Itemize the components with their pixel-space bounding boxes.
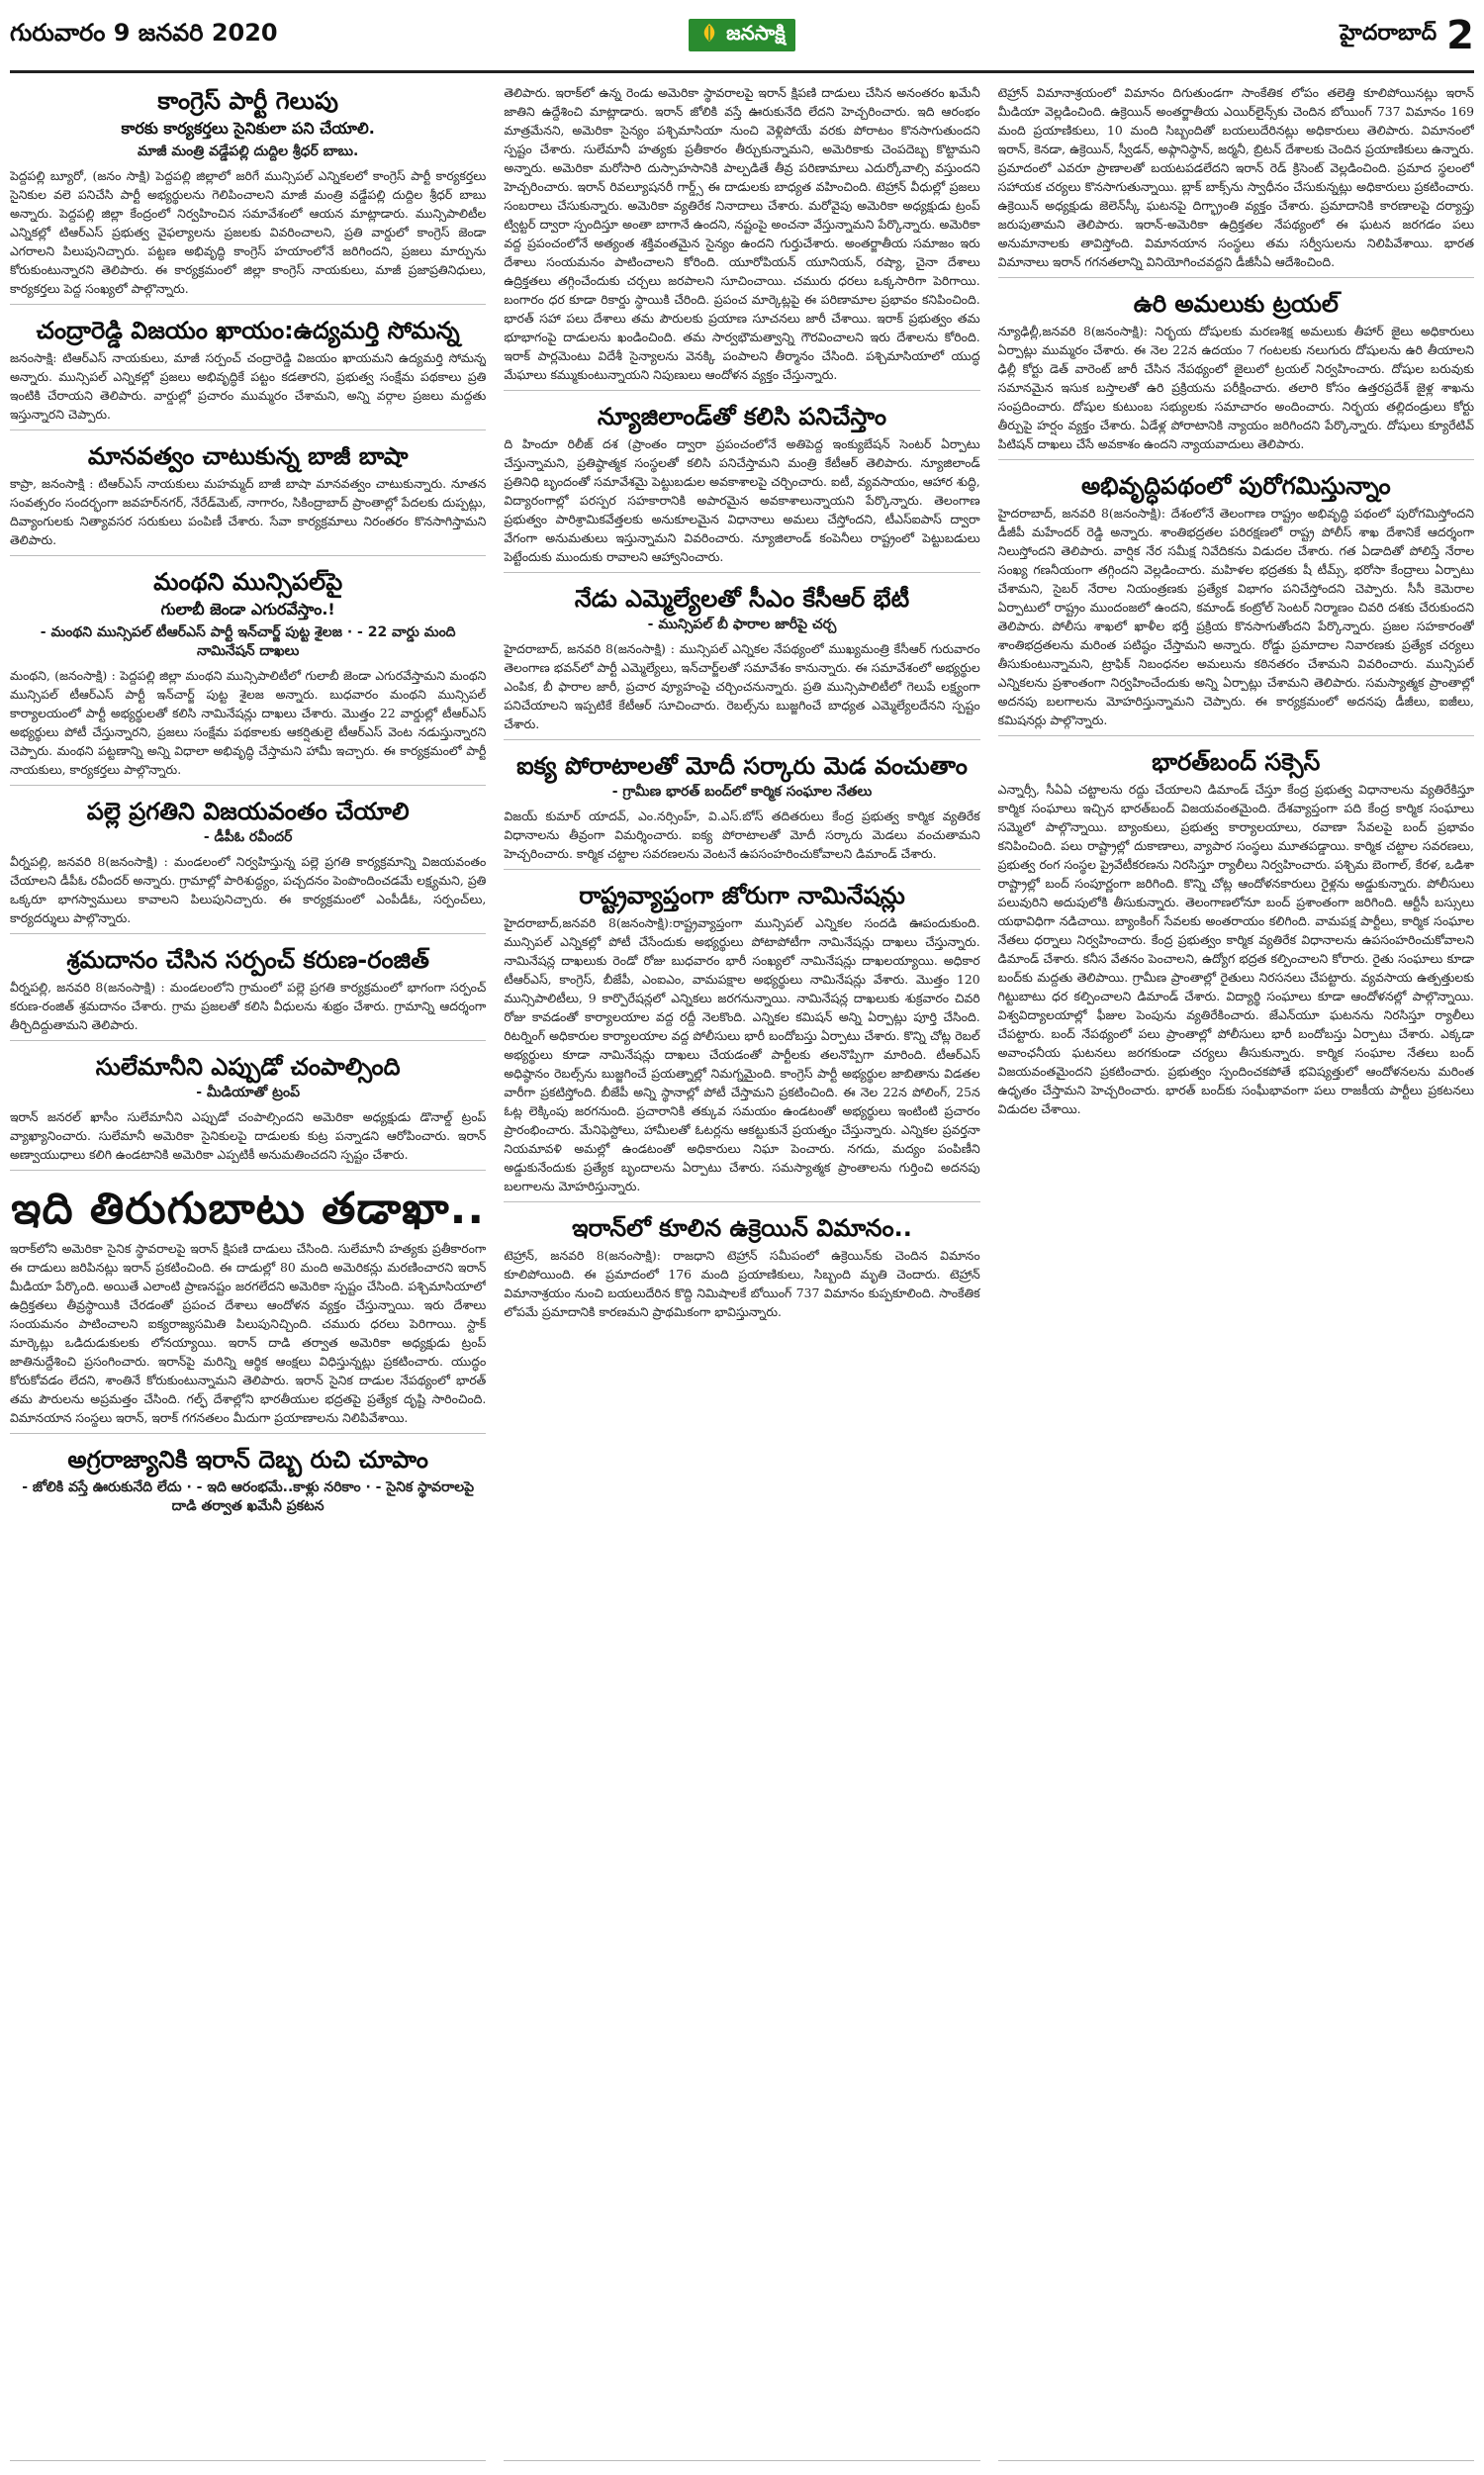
masthead: [10, 0, 1474, 73]
article-byline: మాజీ మంత్రి వడ్డేపల్లి దుద్దిల శ్రీధర్‌ బాబు.: [137, 143, 359, 159]
article-body: ఎన్నార్సీ, సీఏఏ చట్టాలను రద్దు చేయాలని డిమాండ్‌ చేస్తూ కేంద్ర ప్రభుత్వ విధానాలను వ్యతిరేకిస్తూ కార్మిక సంఘాలు ఇచ్చిన భారత్‌బంద్‌ విజయవంతమైంది. దేశవ్యాప్తంగా పది కేంద్ర కార్మిక సంఘాలు సమ్మెలో పాల్గొన్నాయి. బ్యాంకులు, ప్రభుత్వ కార్యాలయాలు, రవాణా సేవలపై బంద్‌ ప్రభావం కనిపించింది. పలు రాష్ట్రాల్లో దుకాణాలు, వ్యాపార సంస్థలు మూతపడ్డాయి. కార్మిక చట్టాల సవరణలు, ప్రభుత్వ రంగ సంస్థల ప్రైవేటీకరణను నిరసిస్తూ ర్యాలీలు నిర్వహించారు. పశ్చిమ బెంగాల్‌, కేరళ, ఒడిశా రాష్ట్రాల్లో బంద్‌ సంపూర్ణంగా జరిగింది. కొన్ని చోట్ల ఆందోళనకారులు రైళ్లను అడ్డుకున్నారు. పోలీసులు పలువురిని అదుపులోకి తీసుకున్నారు. తెలంగాణలోనూ బంద్‌ ప్రశాంతంగా జరిగింది. ఆర్టీసీ బస్సులు యథావిధిగా నడిచాయి. బ్యాంకింగ్‌ సేవలకు అంతరాయం కలిగింది. వామపక్ష పార్టీలు, కార్మిక సంఘాల నేతలు ధర్నాలు నిర్వహించారు. కేంద్ర ప్రభుత్వం కార్మిక వ్యతిరేక విధానాలను ఉపసంహరించుకోవాలని డిమాండ్‌ చేశారు. కనీస వేతనం పెంచాలని, ఉద్యోగ భద్రత కల్పించాలని కోరారు. రైతు సంఘాలు కూడా బంద్‌కు మద్దతు తెలిపాయి. గ్రామీణ ప్రాంతాల్లో రైతులు నిరసనలు చేపట్టారు. వ్యవసాయ ఉత్పత్తులకు గిట్టుబాటు ధర కల్పించాలని డిమాండ్‌ చేశారు. విద్యార్థి సంఘాలు కూడా ఆందోళనల్లో పాల్గొన్నాయి. విశ్వవిద్యాలయాల్లో ఫీజుల పెంపును వ్యతిరేకించారు. జేఎన్‌యూ ఘటనను నిరసిస్తూ ర్యాలీలు చేపట్టారు. బంద్‌ నేపథ్యంలో పలు ప్రాంతాల్లో పోలీసులు భారీ బందోబస్తు ఏర్పాటు చేశారు. ఎక్కడా అవాంఛనీయ ఘటనలు జరగకుండా చర్యలు తీసుకున్నారు. కార్మిక సంఘాల నేతలు బంద్‌ విజయవంతమైందని ప్రకటించారు. ప్రభుత్వం స్పందించకపోతే భవిష్యత్తులో ఆందోళనలను మరింత ఉధృతం చేస్తామని హెచ్చరించారు. భారత్‌ బంద్‌కు సంఘీభావంగా పలు రాజకీయ పార్టీలు ప్రకటనలు విడుదల చేశాయి.: [997, 782, 1474, 1116]
article-subhead: కారకు కార్యకర్తలు సైనికులా పని చేయాలి.: [121, 119, 375, 138]
article-body: టెహ్రాన్‌, జనవరి 8(జనంసాక్షి): రాజధాని టెహ్రాన్‌ సమీపంలో ఉక్రెయిన్‌కు చెందిన విమానం కూలిపోయింది. ఈ ప్రమాదంలో 176 మంది ప్రయాణికులు, సిబ్బంది మృతి చెందారు. టెహ్రాన్‌ విమానాశ్రయం నుంచి బయలుదేరిన కొద్ది నిమిషాలకే బోయింగ్‌ 737 విమానం కుప్పకూలింది. సాంకేతిక లోపమే ప్రమాదానికి కారణమని ప్రాథమికంగా భావిస్తున్నారు.: [504, 1248, 980, 1319]
issue-date: గురువారం 9 జనవరి 2020: [10, 18, 278, 47]
article-headline: ఐక్య పోరాటాలతో మోదీ సర్కారు మెడ వంచుతాం: [516, 752, 968, 780]
news-article: [10, 1442, 486, 2461]
masthead-right: [1059, 12, 1474, 58]
news-article: [10, 313, 486, 430]
article-body: తెలిపారు. ఇరాక్‌లో ఉన్న రెండు అమెరికా స్థావరాలపై ఇరాన్‌ క్షిపణి దాడులు చేసిన అనంతరం ఖమేనీ జాతిని ఉద్దేశించి మాట్లాడారు. ఇరాన్‌ జోలికి వస్తే ఊరుకునేది లేదని హెచ్చరించారు. ఇది ఆరంభం మాత్రమేనని, అమెరికా సైన్యం పశ్చిమాసియా నుంచి వెళ్లిపోయే వరకు పోరాటం కొనసాగుతుందని స్పష్టం చేశారు. సులేమానీ హత్యకు ప్రతీకారం తీర్చుకున్నామని, అమెరికాకు చెంపదెబ్బ కొట్టామని అన్నారు. అమెరికా మరోసారి దుస్సాహసానికి పాల్పడితే తీవ్ర పరిణామాలు ఎదుర్కోవాల్సి వస్తుందని హెచ్చరించారు. ఇరాన్‌ రివల్యూషనరీ గార్డ్స్‌ ఈ దాడులకు బాధ్యత వహించింది. టెహ్రాన్‌ వీధుల్లో ప్రజలు సంబరాలు చేసుకున్నారు. అమెరికా వ్యతిరేక నినాదాలు చేశారు. మరోవైపు అమెరికా అధ్యక్షుడు ట్రంప్‌ ట్విట్టర్‌ ద్వారా స్పందిస్తూ అంతా బాగానే ఉందని, నష్టంపై అంచనా వేస్తున్నామని పేర్కొన్నారు. అమెరికా వద్ద ప్రపంచంలోనే అత్యంత శక్తివంతమైన సైన్యం ఉందని గుర్తుచేశారు. అంతర్జాతీయ సమాజం ఇరు దేశాలు సంయమనం పాటించాలని కోరింది. యూరోపియన్‌ యూనియన్‌, రష్యా, చైనా దేశాలు ఉద్రిక్తతలు తగ్గించేందుకు చర్చలు జరపాలని సూచించాయి. చమురు ధరలు ఒక్కసారిగా పెరిగాయి. బంగారం ధర కూడా రికార్డు స్థాయికి చేరింది. ప్రపంచ మార్కెట్లపై ఈ పరిణామాల ప్రభావం కనిపించింది. భారత్‌ సహా పలు దేశాలు తమ పౌరులకు ప్రయాణ సూచనలు జారీ చేశాయి. ఇరాక్‌ ప్రభుత్వం తమ భూభాగంపై దాడులను ఖండించింది. తమ సార్వభౌమత్వాన్ని గౌరవించాలని ఇరు దేశాలను కోరింది. ఇరాక్‌ పార్లమెంటు విదేశీ సైన్యాలను వెనక్కి పంపాలని తీర్మానం చేసింది. పశ్చిమాసియాలో యుద్ధ మేఘాలు కమ్ముకుంటున్నాయని నిపుణులు ఆందోళన వ్యక్తం చేస్తున్నారు.: [504, 85, 980, 382]
page-number: 2: [1446, 12, 1474, 58]
article-headline: నేడు ఎమ్మెల్యేలతో సీఎం కేసీఆర్‌ భేటీ: [574, 585, 910, 613]
news-article: [10, 438, 486, 556]
article-body: విజయ్‌ కుమార్‌ యాదవ్‌, ఎం.నర్సింహ్‌, వి.ఎస్‌.బోస్‌ తదితరులు కేంద్ర ప్రభుత్వ కార్మిక వ్యతిరేక విధానాలను తీవ్రంగా విమర్శించారు. ఐక్య పోరాటాలతో మోదీ సర్కారు మెడలు వంచుతామని హెచ్చరించారు. కార్మిక చట్టాల సవరణలను వెంటనే ఉపసంహరించుకోవాలని డిమాండ్‌ చేశారు.: [504, 809, 980, 861]
news-article: [998, 286, 1474, 460]
article-subhead: గులాబీ జెండా ఎగురవేస్తాం.!: [160, 600, 335, 619]
article-body: న్యూఢిల్లీ,జనవరి 8(జనంసాక్షి): నిర్భయ దోషులకు మరణశిక్ష అమలుకు తీహార్‌ జైలు అధికారులు ఏర్పాట్లు ముమ్మరం చేశారు. ఈ నెల 22న ఉదయం 7 గంటలకు నలుగురు దోషులను ఉరి తీయాలని ఢిల్లీ కోర్టు డెత్‌ వారెంట్‌ జారీ చేసిన నేపథ్యంలో జైలులో ట్రయల్‌ నిర్వహించారు. దోషుల బరువుకు సమానమైన ఇసుక బస్తాలతో ఉరి ప్రక్రియను పరీక్షించారు. తలారి కోసం ఉత్తరప్రదేశ్‌ జైళ్ల శాఖను సంప్రదించారు. దోషుల కుటుంబ సభ్యులకు సమాచారం అందించారు. నిర్భయ తల్లిదండ్రులు కోర్టు తీర్పుపై హర్షం వ్యక్తం చేశారు. ఏడేళ్ల పోరాటానికి న్యాయం జరిగిందని పేర్కొన్నారు. దోషులు క్యూరేటివ్‌ పిటిషన్‌ దాఖలు చేసే అవకాశం ఉందని న్యాయవాదులు తెలిపారు.: [997, 324, 1474, 451]
article-headline: మంథని మున్సిపల్‌పై: [153, 568, 343, 596]
article-body: ది హిందూ రిలీజ్‌ దశ (ప్రాంతం ద్వారా ప్రపంచంలోనే అతిపెద్ద ఇంక్యుబేషన్‌ సెంటర్‌ ఏర్పాటు చేస్తున్నామని, ప్రతిష్ఠాత్మక సంస్థలతో కలిసి పనిచేస్తామని మంత్రి కేటీఆర్‌ తెలిపారు. న్యూజిలాండ్‌ ప్రతినిధి బృందంతో సమావేశమై పెట్టుబడుల అవకాశాలపై చర్చించారు. ఐటీ, వ్యవసాయం, ఆహార శుద్ధి, విద్యారంగాల్లో పరస్పర సహకారానికి అపారమైన అవకాశాలున్నాయని పేర్కొన్నారు. తెలంగాణ ప్రభుత్వం పారిశ్రామికవేత్తలకు అనుకూలమైన విధానాలు అమలు చేస్తోందని, టీఎస్‌ఐపాస్‌ ద్వారా వేగంగా అనుమతులు ఇస్తున్నామని వివరించారు. న్యూజిలాండ్‌ కంపెనీలు రాష్ట్రంలో పెట్టుబడులు పెట్టేందుకు ముందుకు రావాలని ఆహ్వానించారు.: [504, 436, 980, 564]
article-headline: అగ్రరాజ్యానికి ఇరాన్‌ దెబ్బ రుచి చూపాం: [67, 1446, 428, 1474]
article-headline: పల్లె ప్రగతిని విజయవంతం చేయాలి: [86, 798, 410, 825]
column-2: [504, 83, 979, 2469]
article-headline: చంద్రారెడ్డి విజయం ఖాయం:ఉద్యమర్తి సోమన్న: [36, 317, 460, 344]
column-1: [10, 83, 486, 2469]
article-body: హైదరాబాద్‌, జనవరి 8(జనంసాక్షి): దేశంలోనే తెలంగాణ రాష్ట్రం అభివృద్ధి పథంలో పురోగమిస్తోందని డీజీపీ మహేందర్‌ రెడ్డి అన్నారు. శాంతిభద్రతల పరిరక్షణలో రాష్ట్ర పోలీస్‌ శాఖ దేశానికే ఆదర్శంగా నిలుస్తోందని తెలిపారు. వార్షిక నేర సమీక్ష నివేదికను విడుదల చేశారు. గత ఏడాదితో పోలిస్తే నేరాల సంఖ్య గణనీయంగా తగ్గిందని వెల్లడించారు. మహిళల భద్రతకు షీ టీమ్స్‌, భరోసా కేంద్రాలు ఏర్పాటు చేశామని, సైబర్‌ నేరాల నియంత్రణకు ప్రత్యేక విభాగం పనిచేస్తోందని చెప్పారు. సీసీ కెమెరాల ఏర్పాటులో రాష్ట్రం ముందంజలో ఉందని, కమాండ్‌ కంట్రోల్‌ సెంటర్‌ నిర్మాణం చివరి దశకు చేరుకుందని తెలిపారు. పోలీసు శాఖలో ఖాళీల భర్తీ ప్రక్రియ కొనసాగుతోందని పేర్కొన్నారు. ప్రజల సహకారంతో శాంతిభద్రతలను మరింత పటిష్ఠం చేస్తామని అన్నారు. రోడ్డు ప్రమాదాల నివారణకు ప్రత్యేక చర్యలు తీసుకుంటున్నామని, ట్రాఫిక్‌ నిబంధనల అమలును కఠినతరం చేశామని వివరించారు. మున్సిపల్‌ ఎన్నికలను ప్రశాంతంగా నిర్వహించేందుకు అన్ని ఏర్పాట్లు చేశామని తెలిపారు. సమస్యాత్మక ప్రాంతాల్లో అదనపు బలగాలను మోహరిస్తున్నామని చెప్పారు. ఈ కార్యక్రమంలో అదనపు డీజీలు, ఐజీలు, కమిషనర్లు పాల్గొన్నారు.: [997, 506, 1474, 727]
paper-logo: [689, 19, 795, 51]
column-3: [998, 83, 1474, 2469]
news-article: [504, 581, 979, 740]
news-article: [998, 468, 1474, 736]
news-article: [10, 794, 486, 934]
edition-name: హైదరాబాద్: [1340, 20, 1438, 46]
article-headline: శ్రమదానం చేసిన సర్పంచ్‌ కరుణ-రంజిత్‌: [66, 946, 429, 974]
news-article: [504, 399, 979, 573]
article-body: హైదరాబాద్‌, జనవరి 8(జనంసాక్షి) : మున్సిపల్‌ ఎన్నికల నేపథ్యంలో ముఖ్యమంత్రి కేసీఆర్‌ గురువారం తెలంగాణ భవన్‌లో పార్టీ ఎమ్మెల్యేలు, ఇన్‌చార్జ్‌లతో సమావేశం కానున్నారు. ఈ సమావేశంలో అభ్యర్థుల ఎంపిక, బీ ఫారాల జారీ, ప్రచార వ్యూహంపై చర్చించనున్నారు. ప్రతి మున్సిపాలిటీలో గెలుపే లక్ష్యంగా పనిచేయాలని ఇప్పటికే కేటీఆర్‌ సూచించారు. రెబల్స్‌ను బుజ్జగించే బాధ్యత ఎమ్మెల్యేలదేనని స్పష్టం చేశారు.: [504, 641, 980, 731]
article-byline: - మీడియాతో ట్రంప్‌: [196, 1085, 301, 1100]
article-headline: భారత్‌బంద్‌ సక్సెస్‌: [1152, 748, 1321, 776]
article-body: వీర్నపల్లి, జనవరి 8(జనంసాక్షి) : మండలంలో నిర్వహిస్తున్న పల్లె ప్రగతి కార్యక్రమాన్ని విజయవంతం చేయాలని డీపీఓ రవీందర్‌ అన్నారు. గ్రామాల్లో పారిశుద్ధ్యం, పచ్చదనం పెంపొందించడమే లక్ష్యమని, ప్రతి ఒక్కరూ భాగస్వాములు కావాలని పిలుపునిచ్చారు. ఈ కార్యక్రమంలో ఎంపీడీఓ, సర్పంచ్‌లు, కార్యదర్శులు పాల్గొన్నారు.: [10, 854, 487, 925]
article-body: కాప్రా, జనంసాక్షి : టిఆర్‌ఎస్‌ నాయకులు మహమ్మద్‌ బాజీ బాషా మానవత్వం చాటుకున్నారు. నూతన సంవత్సరం సందర్భంగా జవహర్‌నగర్‌, నేరేడ్‌మెట్‌, నాగారం, సికింద్రాబాద్‌ ప్రాంతాల్లో పేదలకు దుప్పట్లు, దివ్యాంగులకు నిత్యావసర సరుకులు పంపిణీ చేశారు. సేవా కార్యక్రమాలు నిరంతరం కొనసాగిస్తామని తెలిపారు.: [10, 476, 487, 547]
article-body: ఇరాక్‌లోని అమెరికా సైనిక స్థావరాలపై ఇరాన్‌ క్షిపణి దాడులు చేసింది. సులేమానీ హత్యకు ప్రతీకారంగా ఈ దాడులు జరిపినట్లు ఇరాన్‌ ప్రకటించింది. ఈ దాడుల్లో 80 మంది అమెరికన్లు మరణించారని ఇరాన్‌ మీడియా పేర్కొంది. అయితే ఎలాంటి ప్రాణనష్టం జరగలేదని అమెరికా స్పష్టం చేసింది. పశ్చిమాసియాలో ఉద్రిక్తతలు తీవ్రస్థాయికి చేరడంతో ప్రపంచ దేశాలు ఆందోళన వ్యక్తం చేస్తున్నాయి. ఇరు దేశాలు సంయమనం పాటించాలని ఐక్యరాజ్యసమితి పిలుపునిచ్చింది. చమురు ధరలు పెరిగాయి. స్టాక్‌ మార్కెట్లు ఒడిదుడుకులకు లోనయ్యాయి. ఇరాన్‌ దాడి తర్వాత అమెరికా అధ్యక్షుడు ట్రంప్‌ జాతినుద్దేశించి ప్రసంగించారు. ఇరాన్‌పై మరిన్ని ఆర్థిక ఆంక్షలు విధిస్తున్నట్లు ప్రకటించారు. యుద్ధం కోరుకోవడం లేదని, శాంతినే కోరుకుంటున్నామని తెలిపారు. ఇరాన్‌ సైనిక దాడుల నేపథ్యంలో భారత్‌ తమ పౌరులను అప్రమత్తం చేసింది. గల్ఫ్‌ దేశాల్లోని భారతీయుల భద్రతపై ప్రత్యేక దృష్టి సారించింది. విమానయాన సంస్థలు ఇరాన్‌, ఇరాక్‌ గగనతలం మీదుగా ప్రయాణాలను నిలిపివేశాయి.: [10, 1241, 487, 1425]
article-body: జనంసాక్షి: టిఆర్‌ఎస్‌ నాయకులు, మాజీ సర్పంచ్‌ చంద్రారెడ్డి విజయం ఖాయమని ఉద్యమర్తి సోమన్న అన్నారు. మున్సిపల్‌ ఎన్నికల్లో ప్రజలు అభివృద్ధికే పట్టం కడతారని, ప్రభుత్వ సంక్షేమ పథకాలు ప్రతి ఇంటికి చేరాయని తెలిపారు. వార్డుల్లో ప్రచారం ముమ్మరం చేశామని, అన్ని వర్గాల ప్రజలు మద్దతు ఇస్తున్నారని చెప్పారు.: [10, 350, 487, 422]
article-byline: - మంథని మున్సిపల్‌ టీఆర్‌ఎస్‌ పార్టీ ఇన్‌చార్జ్‌ పుట్ట శైలజ · - 22 వార్డు మంది నామినేషన్‌ దాఖలు: [40, 624, 456, 659]
news-article: [10, 1049, 486, 1171]
columns: [10, 83, 1474, 2469]
article-headline: మానవత్వం చాటుకున్న బాజీ బాషా: [87, 442, 409, 470]
article-headline: న్యూజిలాండ్‌తో కలిసి పనిచేస్తాం: [597, 403, 887, 430]
article-byline: - జోలికి వస్తే ఊరుకునేది లేదు · - ఇది ఆరంభమే..కాళ్లు నరికాం · - సైనిక స్థావరాలపై దాడి తర్వాత ఖమేనీ ప్రకటన: [22, 1479, 475, 1514]
article-byline: - మున్సిపల్‌ బీ ఫారాల జారీపై చర్చ: [647, 617, 837, 632]
news-article: [504, 878, 979, 1202]
article-headline: అభివృద్ధిపథంలో పురోగమిస్తున్నాం: [1080, 472, 1391, 500]
news-article: [504, 83, 979, 391]
news-article: [10, 1179, 486, 1434]
article-headline: ఇరాన్‌లో కూలిన ఉక్రెయిన్‌ విమానం..: [572, 1214, 912, 1242]
article-body: ఇరాన్‌ జనరల్‌ ఖాసీం సులేమానీని ఎప్పుడో చంపాల్సిందని అమెరికా అధ్యక్షుడు డొనాల్డ్‌ ట్రంప్‌ వ్యాఖ్యానించారు. సులేమానీ అమెరికా సైనికులపై దాడులకు కుట్ర పన్నాడని ఆరోపించారు. ఇరాన్‌ అణ్వాయుధాలు కలిగి ఉండటానికి అమెరికా ఎప్పటికీ అనుమతించదని స్పష్టం చేశారు.: [10, 1109, 487, 1162]
article-body: హైదరాబాద్‌,జనవరి 8(జనంసాక్షి):రాష్ట్రవ్యాప్తంగా మున్సిపల్‌ ఎన్నికల సందడి ఊపందుకుంది. మున్సిపల్‌ ఎన్నికల్లో పోటీ చేసేందుకు అభ్యర్థులు పోటాపోటీగా నామినేషన్లు దాఖలు చేస్తున్నారు. నామినేషన్ల దాఖలుకు రెండో రోజు బుధవారం భారీ సంఖ్యలో నామినేషన్లు దాఖలయ్యాయి. అధికార టీఆర్‌ఎస్‌, కాంగ్రెస్‌, బీజేపీ, ఎంఐఎం, వామపక్షాల అభ్యర్థులు నామినేషన్లు వేశారు. మొత్తం 120 మున్సిపాలిటీలు, 9 కార్పొరేషన్లలో ఎన్నికలు జరగనున్నాయి. నామినేషన్ల దాఖలుకు శుక్రవారం చివరి రోజు కావడంతో కార్యాలయాల వద్ద రద్దీ నెలకొంది. ఎన్నికల కమిషన్‌ అన్ని ఏర్పాట్లు పూర్తి చేసింది. రిటర్నింగ్‌ అధికారుల కార్యాలయాల వద్ద పోలీసులు భారీ బందోబస్తు ఏర్పాటు చేశారు. కొన్ని చోట్ల రెబల్‌ అభ్యర్థులు కూడా నామినేషన్లు దాఖలు చేయడంతో పార్టీలకు తలనొప్పిగా మారింది. టీఆర్‌ఎస్‌ అధిష్ఠానం రెబల్స్‌ను బుజ్జగించే ప్రయత్నాల్లో నిమగ్నమైంది. కాంగ్రెస్‌ పార్టీ అభ్యర్థుల జాబితాను విడతల వారీగా ప్రకటిస్తోంది. బీజేపీ అన్ని స్థానాల్లో పోటీ చేస్తామని ప్రకటించింది. ఈ నెల 22న పోలింగ్‌, 25న ఓట్ల లెక్కింపు జరగనుంది. ప్రచారానికి తక్కువ సమయం ఉండటంతో అభ్యర్థులు ఇంటింటి ప్రచారం ప్రారంభించారు. మేనిఫెస్టోలు, హామీలతో ఓటర్లను ఆకట్టుకునే ప్రయత్నం చేస్తున్నారు. ఎన్నికల ప్రవర్తనా నియమావళి అమల్లో ఉండటంతో అధికారులు నిఘా పెంచారు. నగదు, మద్యం పంపిణీని అడ్డుకునేందుకు ప్రత్యేక బృందాలను ఏర్పాటు చేశారు. సమస్యాత్మక ప్రాంతాలను గుర్తించి అదనపు బలగాలను మోహరిస్తున్నారు.: [504, 915, 980, 1193]
article-headline: రాష్ట్రవ్యాప్తంగా జోరుగా నామినేషన్లు: [579, 882, 905, 909]
news-article: [10, 564, 486, 786]
news-article: [504, 1210, 979, 2461]
news-article: [10, 942, 486, 1041]
paper-name: జనసాక్షి: [726, 21, 786, 45]
article-body: మంథని, (జనంసాక్షి) : పెద్దపల్లి జిల్లా మంథని మున్సిపాలిటీలో గులాబీ జెండా ఎగురవేస్తామని మంథని మున్సిపల్‌ టీఆర్‌ఎస్‌ పార్టీ ఇన్‌చార్జ్‌ పుట్ట శైలజ అన్నారు. బుధవారం మంథని మున్సిపల్‌ కార్యాలయంలో పార్టీ అభ్యర్థులతో కలిసి నామినేషన్లు దాఖలు చేశారు. మొత్తం 22 వార్డుల్లో టీఆర్‌ఎస్‌ అభ్యర్థులు పోటీ చేస్తున్నారని, ప్రజలు సంక్షేమ పథకాలకు ఆకర్షితులై టీఆర్‌ఎస్‌ వెంట నడుస్తున్నారని చెప్పారు. మంథని పట్టణాన్ని అన్ని విధాలా అభివృద్ధి చేస్తామని హామీ ఇచ్చారు. ఈ కార్యక్రమంలో పార్టీ నాయకులు, కార్యకర్తలు పాల్గొన్నారు.: [10, 668, 487, 777]
article-headline: ఇది తిరుగుబాటు తడాఖా..: [11, 1184, 486, 1234]
news-article: [10, 83, 486, 305]
article-headline: సులేమానీని ఎప్పుడో చంపాల్సింది: [95, 1053, 401, 1081]
article-body: టెహ్రాన్‌ విమానాశ్రయంలో విమానం దిగుతుండగా సాంకేతిక లోపం తలెత్తి కూలిపోయినట్లు ఇరాన్‌ మీడియా వెల్లడించింది. ఉక్రెయిన్‌ అంతర్జాతీయ ఎయిర్‌లైన్స్‌కు చెందిన బోయింగ్‌ 737 విమానం 169 మంది ప్రయాణికులు, 10 మంది సిబ్బందితో బయలుదేరినట్లు అధికారులు తెలిపారు. విమానంలో ఇరాన్‌, కెనడా, ఉక్రెయిన్‌, స్వీడన్‌, అఫ్గానిస్థాన్‌, జర్మనీ, బ్రిటన్‌ దేశాలకు చెందిన ప్రయాణికులు ఉన్నారు. ప్రమాదంలో ఎవరూ ప్రాణాలతో బయటపడలేదని ఇరాన్‌ రెడ్‌ క్రిసెంట్‌ వెల్లడించింది. ప్రమాద స్థలంలో సహాయక చర్యలు కొనసాగుతున్నాయి. బ్లాక్‌ బాక్స్‌ను స్వాధీనం చేసుకున్నట్లు అధికారులు ప్రకటించారు. ఉక్రెయిన్‌ అధ్యక్షుడు జెలెన్‌స్కీ ఘటనపై దిగ్భ్రాంతి వ్యక్తం చేశారు. ప్రమాదానికి కారణాలపై దర్యాప్తు జరుపుతామని తెలిపారు. ఇరాన్‌-అమెరికా ఉద్రిక్తతల నేపథ్యంలో ఈ ఘటన జరగడం పలు అనుమానాలకు తావిస్తోంది. విమానయాన సంస్థలు తమ సర్వీసులను నిలిపివేశాయి. భారత విమానాలు ఇరాన్‌ గగనతలాన్ని వినియోగించవద్దని డీజీసీఏ ఆదేశించింది.: [997, 85, 1474, 269]
article-headline: ఉరి అమలుకు ట్రయల్‌: [1133, 290, 1339, 318]
article-byline: - గ్రామీణ భారత్‌ బంద్‌లో కార్మిక సంఘాల నేతలు: [611, 784, 873, 800]
news-article: [504, 748, 979, 870]
news-article: [998, 83, 1474, 278]
article-headline: కాంగ్రెస్‌ పార్టీ గెలుపు: [157, 87, 338, 115]
article-body: పెద్దపల్లి బ్యూరో, (జనం సాక్షి) పెద్దపల్లి జిల్లాలో జరిగే మున్సిపల్‌ ఎన్నికలలో కాంగ్రెస్‌ పార్టీ కార్యకర్తలు సైనికుల వలె పనిచేసి పార్టీ అభ్యర్థులను గెలిపించాలని మాజీ మంత్రి వడ్డేపల్లి దుద్దిల శ్రీధర్‌ బాబు అన్నారు. పెద్దపల్లి జిల్లా కేంద్రంలో నిర్వహించిన సమావేశంలో ఆయన మాట్లాడారు. మున్సిపాలిటీల ఎన్నికల్లో టిఆర్‌ఎస్‌ ప్రభుత్వ వైఫల్యాలను ప్రజలకు వివరించాలని, ప్రతి వార్డులో కాంగ్రెస్‌ జెండా ఎగరాలని పిలుపునిచ్చారు. పట్టణ అభివృద్ధి కాంగ్రెస్‌ హయాంలోనే జరిగిందని, ప్రజలు మార్పును కోరుకుంటున్నారని తెలిపారు. ఈ కార్యక్రమంలో జిల్లా కాంగ్రెస్‌ నాయకులు, మాజీ ప్రజాప్రతినిధులు, కార్యకర్తలు పెద్ద సంఖ్యలో పాల్గొన్నారు.: [10, 168, 487, 296]
news-article: [998, 744, 1474, 2461]
leaf-icon: [698, 22, 720, 48]
article-body: వీర్నపల్లి, జనవరి 8(జనంసాక్షి) : మండలంలోని గ్రామంలో పల్లె ప్రగతి కార్యక్రమంలో భాగంగా సర్పంచ్‌ కరుణ-రంజిత్‌ శ్రమదానం చేశారు. గ్రామ ప్రజలతో కలిసి వీధులను శుభ్రం చేశారు. గ్రామాన్ని ఆదర్శంగా తీర్చిదిద్దుతామని తెలిపారు.: [10, 980, 487, 1032]
article-byline: - డీపీఓ రవీందర్‌: [203, 829, 293, 845]
